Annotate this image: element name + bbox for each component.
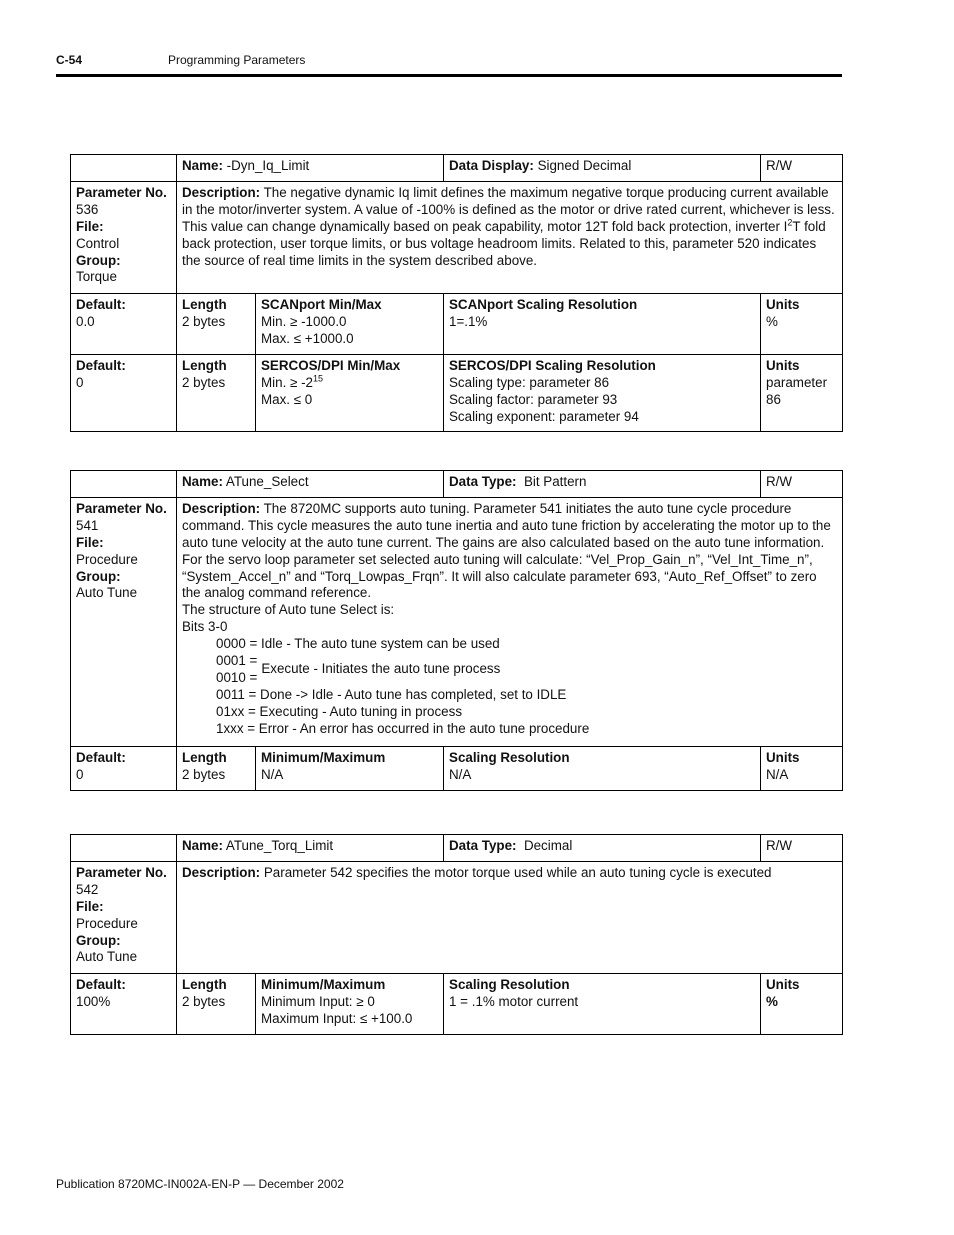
length-cell: Length 2 bytes [177,974,256,1035]
data-type-value: Decimal [523,838,573,853]
parameter-info-cell: Parameter No. 542 File: Procedure Group: Auto Tune [71,862,177,974]
scaling-exponent: Scaling exponent: parameter 94 [449,408,639,424]
scanport-scaling-cell: SCANport Scaling Resolution 1=.1% [444,294,761,355]
bit-done: 0011 = Done -> Idle - Auto tune has completed, set to IDLE [216,686,567,702]
units-value: 86 [766,391,781,407]
parameter-name-cell: Name: ATune_Select [177,471,444,498]
default-cell: Default: 0 [71,747,177,791]
data-display-value: Signed Decimal [537,158,632,173]
sercos-scaling-cell: SERCOS/DPI Scaling Resolution Scaling type: parameter 86 Scaling factor: parameter 93 Scaling exponent: parameter 94 [444,355,761,432]
scaling-cell: Scaling Resolution 1 = .1% motor current [444,974,761,1035]
parameter-info-cell: Parameter No. 536 File: Control Group: Torque [71,182,177,294]
default-cell: Default: 100% [71,974,177,1035]
description-cell: Description: The negative dynamic Iq limit defines the maximum negative torque producing current available in the motor/inverter system. A value of -100% is defined as the motor or drive rated current, whichever is less. This value can change dynamically based on peak capability, motor 12T fold back protection, inverter $I^2T$ fold back protection, user torque limits, or bus voltage headroom limits. Related to this, parameter 520 indicates the source of real time limits in the system described above. [177,182,843,294]
bit-error: 1xxx = Error - An error has occurred in the auto tune procedure [216,720,590,736]
units-cell: Units % [761,294,843,355]
parameter-file: Control [76,235,120,251]
units-cell: Units % [761,974,843,1035]
parameter-number: 536 [76,201,99,217]
length-cell: Length 2 bytes [177,747,256,791]
blank-cell [71,835,177,862]
bits-label: Bits 3-0 [182,619,228,635]
sercos-minmax-cell: SERCOS/DPI Min/Max Min. ≥ $-2^{15}$ Max. ≤ 0 [256,355,444,432]
data-type-cell: Data Type: Decimal [444,835,761,862]
parameter-name-cell: Name: -Dyn_Iq_Limit [177,155,444,182]
access-cell: R/W [761,155,843,182]
data-type-value: Bit Pattern [523,474,587,489]
length-value: 2 bytes [182,313,226,329]
header-rule [56,74,842,77]
parameter-info-cell: Parameter No. 541 File: Procedure Group: Auto Tune [71,498,177,747]
parameter-number: 542 [76,881,99,897]
scaling-value: 1 = .1% motor current [449,993,579,1009]
length-cell: Length 2 bytes [177,355,256,432]
default-cell: Default: 0.0 [71,294,177,355]
blank-cell [71,155,177,182]
scanport-minmax-cell: SCANport Min/Max Min. ≥ -1000.0 Max. ≤ +1000.0 [256,294,444,355]
scaling-cell: Scaling Resolution N/A [444,747,761,791]
structure-intro: The structure of Auto tune Select is: [182,602,395,618]
parameter-name-cell: Name: ATune_Torq_Limit [177,835,444,862]
min-value: Min. ≥ $-2^{15}$ [261,373,324,390]
scaling-type: Scaling type: parameter 86 [449,374,610,390]
max-value: Max. ≤ +1000.0 [261,330,354,346]
minmax-cell: Minimum/Maximum Minimum Input: ≥ 0 Maximum Input: ≤ +100.0 [256,974,444,1035]
parameter-group: Auto Tune [76,585,138,601]
units-value: parameter [766,374,828,390]
parameter-name: ATune_Torq_Limit [225,838,334,853]
default-value: 0 [76,374,84,390]
max-value: Max. ≤ 0 [261,391,313,407]
parameter-group: Auto Tune [76,949,138,965]
default-cell: Default: 0 [71,355,177,432]
parameter-name: ATune_Select [225,474,309,489]
description-cell: Description: The 8720MC supports auto tuning. Parameter 541 initiates the auto tune cycle procedure command. This cycle measures the auto tune inertia and auto tune friction by accelerating the motor up to the auto tune velocity at the auto tune current. The gains are also calculated based on the auto tune information. For the servo loop parameter set selected auto tuning will calculate: “Vel_Prop_Gain_n”, “Vel_Int_Time_n”, “System_Accel_n” and “Torq_Lowpas_Frqn”. It will also calculate parameter 693, “Auto_Ref_Offset” to zero the analog command reference. The structure of Auto tune Select is: Bits 3-0 0000 = Idle - The auto tune system can be used 0001 = 0010 = Execute - Initiates the auto tune process 0011 = Done -> Idle - Auto tune has completed, set to IDLE 01xx = Executing - Auto tuning in process 1xxx = Error - An error has occurred in the auto tune procedure [177,498,843,747]
default-value: 0 [76,766,84,782]
length-value: 2 bytes [182,766,226,782]
bit-executing: 01xx = Executing - Auto tuning in process [216,703,463,719]
parameter-number: 541 [76,517,99,533]
units-cell: Units N/A [761,747,843,791]
length-value: 2 bytes [182,374,226,390]
parameter-541-table [70,470,843,791]
parameter-group: Torque [76,269,117,285]
min-value: Min. ≥ -1000.0 [261,313,347,329]
description-cell: Description: Parameter 542 specifies the motor torque used while an auto tuning cycle is executed [177,862,843,974]
blank-cell [71,471,177,498]
units-value: % [766,313,778,329]
access-cell: R/W [761,471,843,498]
max-value: Maximum Input: ≤ +100.0 [261,1010,413,1026]
bit-execute: 0001 = 0010 = Execute - Initiates the auto tune process [216,653,501,685]
parameter-542-table [70,834,843,1035]
minmax-cell: Minimum/Maximum N/A [256,747,444,791]
parameter-536-table [70,154,843,432]
scaling-factor: Scaling factor: parameter 93 [449,391,618,407]
min-value: Minimum Input: ≥ 0 [261,993,375,1009]
data-type-cell: Data Type: Bit Pattern [444,471,761,498]
units-value: % [766,993,778,1009]
minmax-value: N/A [261,766,284,782]
page-number: C-54 [56,53,83,67]
access-cell: R/W [761,835,843,862]
publication-footer: Publication 8720MC-IN002A-EN-P — December 2002 [56,1177,344,1191]
units-cell: Units parameter 86 [761,355,843,432]
parameter-file: Procedure [76,915,138,931]
scaling-value: N/A [449,766,472,782]
default-value: 100% [76,993,111,1009]
section-title: Programming Parameters [168,53,306,67]
default-value: 0.0 [76,313,95,329]
scaling-value: 1=.1% [449,313,488,329]
length-value: 2 bytes [182,993,226,1009]
units-value: N/A [766,766,789,782]
parameter-file: Procedure [76,551,138,567]
data-display-cell: Data Display: Signed Decimal [444,155,761,182]
length-cell: Length 2 bytes [177,294,256,355]
parameter-name: -Dyn_Iq_Limit [226,158,310,173]
bit-idle: 0000 = Idle - The auto tune system can be used [216,636,500,652]
